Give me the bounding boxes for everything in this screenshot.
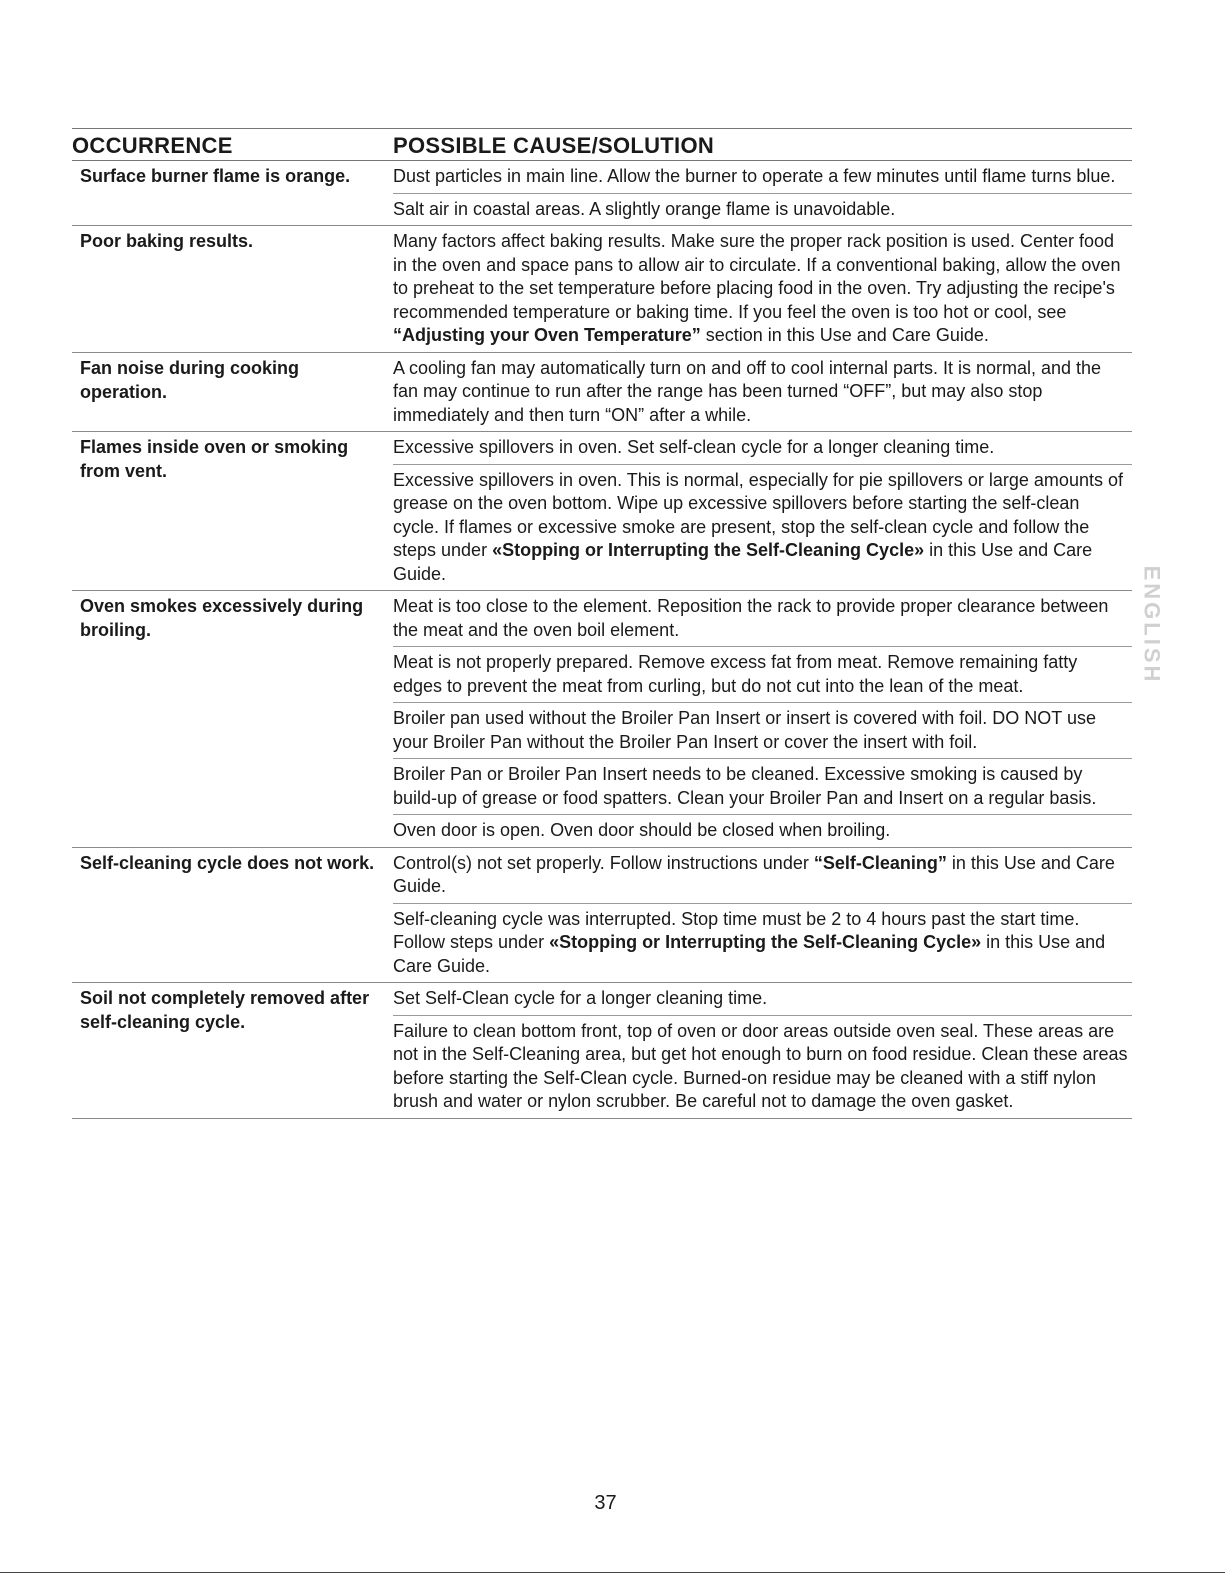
solution-item	[393, 647, 1132, 703]
solution-text: Oven door is open. Oven door should be closed when broiling.	[393, 820, 891, 840]
solution-text: Dust particles in main line. Allow the burner to operate a few minutes until flame turns blue.	[393, 166, 1116, 186]
solution-cell	[393, 353, 1132, 432]
solution-cell	[393, 983, 1132, 1118]
occurrence-heading: OCCURRENCE	[72, 133, 233, 158]
guide-reference: “Self-Cleaning”	[813, 852, 947, 873]
solution-text: A cooling fan may automatically turn on and off to cool internal parts. It is normal, and the fan may continue to run after the range has been turned “OFF”, but may also stop immediately and then turn “ON” after a while.	[393, 357, 1102, 425]
occurrence-cell: Flames inside oven or smoking from vent.	[80, 437, 349, 481]
occurrence-cell: Self-cleaning cycle does not work.	[80, 852, 375, 873]
guide-reference: “Adjusting your Oven Temperature”	[393, 325, 701, 345]
solution-text: Many factors affect baking results. Make sure the proper rack position is used. Center food in the oven and space pans to allow air to circulate. If a conventional baking, allow the oven to preheat to the set temperature before placing food in the oven. Try adjusting the recipe's recommended temperature or baking time. If you feel the oven is too hot or cool, see	[393, 231, 1121, 322]
solution-text: Control(s) not set properly. Follow instructions under	[393, 852, 814, 873]
occurrence-cell: Soil not completely removed after self-cleaning cycle.	[80, 988, 370, 1032]
page-bottom-rule	[0, 1572, 1225, 1573]
solution-item	[393, 194, 1132, 226]
solution-text: in this Use and Care Guide.	[393, 540, 1093, 584]
solution-item	[393, 759, 1132, 815]
solution-cell	[393, 226, 1132, 352]
solution-text: Failure to clean bottom front, top of oven or door areas outside oven seal. These areas are not in the Self-Cleaning area, but get hot enough to burn on food residue. Clean these areas before starting the Self-Clean cycle. Burned-on residue may be cleaned with a stiff nylon brush and water or nylon scrubber. Be careful not to damage the oven gasket.	[393, 1020, 1128, 1111]
solution-item	[393, 904, 1132, 983]
table-row	[72, 848, 1132, 984]
table-row	[72, 353, 1132, 433]
solution-item	[393, 1016, 1132, 1118]
language-side-tab	[1136, 560, 1166, 690]
table-row	[72, 983, 1132, 1119]
table-row	[72, 161, 1132, 226]
solution-heading: POSSIBLE CAUSE/SOLUTION	[393, 133, 715, 158]
solution-item	[393, 353, 1132, 432]
occurrence-cell: Surface burner flame is orange.	[80, 166, 351, 186]
solution-text: in this Use and Care Guide.	[393, 852, 1115, 896]
occurrence-cell: Poor baking results.	[80, 231, 254, 251]
solution-item	[393, 983, 1132, 1016]
page-number: 37	[594, 1492, 617, 1514]
solution-item	[393, 161, 1132, 194]
table-row	[72, 432, 1132, 591]
solution-cell	[393, 591, 1132, 847]
table-row	[72, 226, 1132, 353]
solution-text: Self-cleaning cycle was interrupted. Stop time must be 2 to 4 hours past the start time. Follow steps under	[393, 908, 1080, 952]
solution-text: Meat is too close to the element. Reposition the rack to provide proper clearance between the meat and the oven boil element.	[393, 596, 1109, 640]
solution-text: in this Use and Care Guide.	[393, 932, 1106, 976]
solution-cell	[393, 432, 1132, 590]
solution-item	[393, 591, 1132, 647]
solution-item	[393, 226, 1132, 352]
solution-item	[393, 465, 1132, 591]
occurrence-cell: Oven smokes excessively during broiling.	[80, 596, 364, 640]
solution-text: Excessive spillovers in oven. This is normal, especially for pie spillovers or large amounts of grease on the oven bottom. Wipe up excessive spillovers before starting the self-clean cycle. If flames or excessive smoke are present, stop the self-clean cycle and follow the steps under	[393, 469, 1123, 560]
solution-item	[393, 815, 1132, 847]
table-header	[72, 128, 1132, 161]
solution-cell	[393, 848, 1132, 983]
solution-text: Set Self-Clean cycle for a longer cleaning time.	[393, 988, 768, 1008]
language-label: ENGLISH	[1139, 565, 1165, 685]
solution-item	[393, 848, 1132, 904]
occurrence-cell: Fan noise during cooking operation.	[80, 357, 300, 402]
troubleshooting-table	[72, 128, 1132, 1119]
solution-text: Excessive spillovers in oven. Set self-clean cycle for a longer cleaning time.	[393, 437, 995, 457]
solution-text: section in this Use and Care Guide.	[700, 325, 989, 345]
solution-text: Meat is not properly prepared. Remove excess fat from meat. Remove remaining fatty edges to prevent the meat from curling, but do not cut into the lean of the meat.	[393, 652, 1078, 696]
table-row	[72, 591, 1132, 848]
table-body	[72, 161, 1132, 1119]
solution-text: Broiler pan used without the Broiler Pan Insert or insert is covered with foil. DO NOT use your Broiler Pan without the Broiler Pan Insert or cover the insert with foil.	[393, 708, 1096, 752]
guide-reference: «Stopping or Interrupting the Self-Cleaning Cycle»	[549, 932, 982, 952]
solution-item	[393, 703, 1132, 759]
solution-text: Salt air in coastal areas. A slightly orange flame is unavoidable.	[393, 198, 896, 219]
guide-reference: «Stopping or Interrupting the Self-Cleaning Cycle»	[492, 540, 925, 560]
solution-item	[393, 432, 1132, 465]
solution-cell	[393, 161, 1132, 225]
solution-text: Broiler Pan or Broiler Pan Insert needs to be cleaned. Excessive smoking is caused by build-up of grease or food spatters. Clean your Broiler Pan and Insert on a regular basis.	[393, 764, 1097, 808]
